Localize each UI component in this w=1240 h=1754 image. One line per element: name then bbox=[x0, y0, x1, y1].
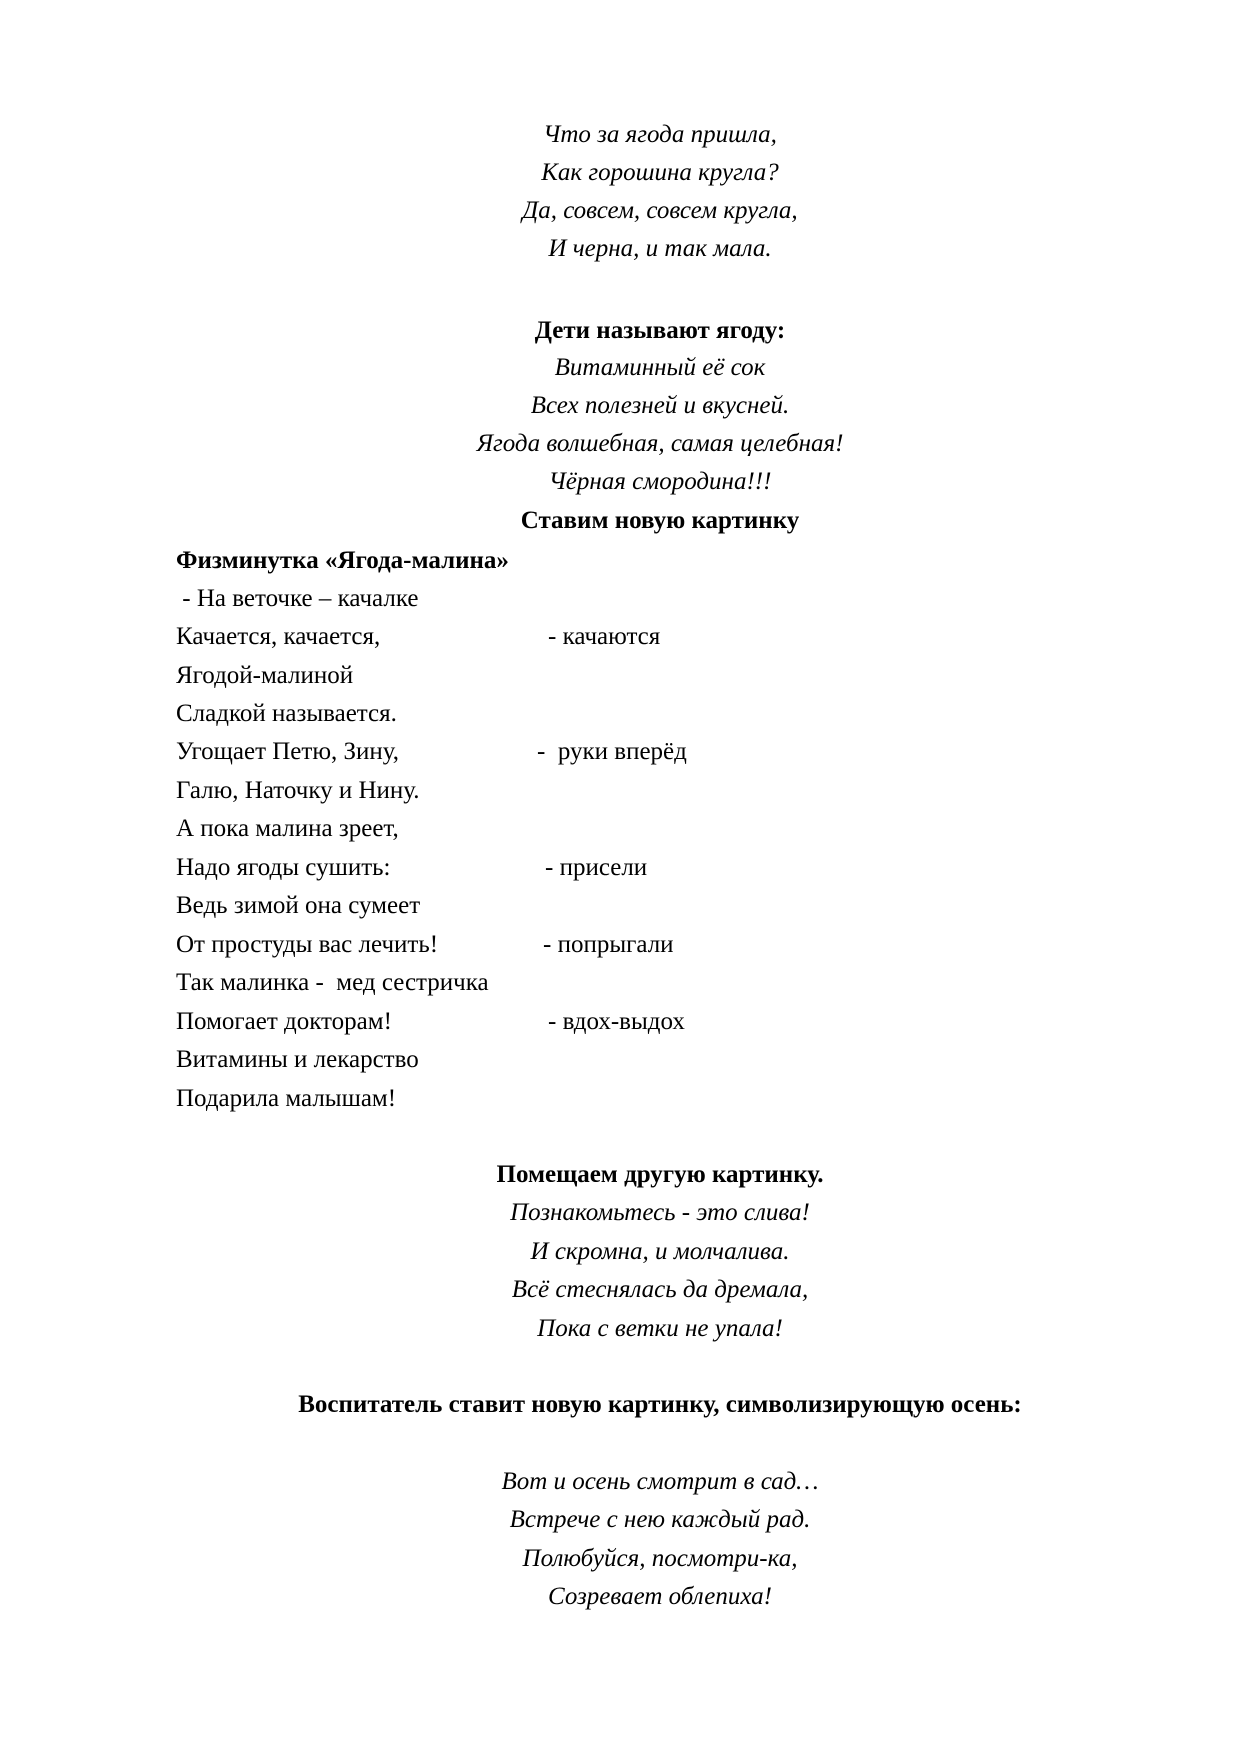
fizminutka-line-7: А пока малина зреет, bbox=[176, 815, 399, 842]
fizminutka-line-6: Галю, Наточку и Нину. bbox=[176, 777, 420, 804]
poem4-line-3: Полюбуйся, посмотри-ка, bbox=[522, 1545, 798, 1572]
poem3-line-3: Всё стеснялась да дремала, bbox=[511, 1276, 809, 1303]
fizminutka-line-1: - На веточке – качалке bbox=[176, 585, 419, 612]
action-hands-forward: - руки вперёд bbox=[537, 738, 687, 765]
fizminutka-line-5: Угощает Петю, Зину, bbox=[176, 738, 400, 765]
poem4-line-4: Созревает облепиха! bbox=[548, 1583, 772, 1610]
poem1-line-3: Да, совсем, совсем кругла, bbox=[522, 197, 798, 224]
poem4-line-1: Вот и осень смотрит в сад… bbox=[501, 1468, 819, 1495]
poem1-line-1: Что за ягода пришла, bbox=[543, 121, 777, 148]
action-jump: - попрыгали bbox=[543, 931, 674, 958]
fizminutka-line-14: Подарила малышам! bbox=[176, 1085, 397, 1112]
poem3-line-1: Познакомьтесь - это слива! bbox=[510, 1199, 810, 1226]
poem2-line-3: Ягода волшебная, самая целебная! bbox=[476, 430, 844, 457]
poem1-line-4: И черна, и так мала. bbox=[548, 235, 772, 262]
fizminutka-title: Физминутка «Ягода-малина» bbox=[176, 547, 509, 574]
poem3-line-2: И скромна, и молчалива. bbox=[530, 1238, 790, 1265]
poem3-line-4: Пока с ветки не упала! bbox=[537, 1315, 783, 1342]
action-sway: - качаются bbox=[548, 623, 661, 650]
fizminutka-line-3: Ягодой-малиной bbox=[176, 662, 354, 689]
action-breath: - вдох-выдох bbox=[548, 1008, 685, 1035]
poem2-line-1: Витаминный её сок bbox=[554, 354, 766, 381]
poem2-line-4: Чёрная смородина!!! bbox=[548, 468, 772, 495]
poem4-line-2: Встрече с нею каждый рад. bbox=[509, 1506, 811, 1533]
heading-new-picture: Ставим новую картинку bbox=[520, 507, 800, 534]
poem1-line-2: Как горошина кругла? bbox=[541, 159, 779, 186]
action-squat: - присели bbox=[545, 854, 648, 881]
heading-autumn-picture: Воспитатель ставит новую картинку, символизирующую осень: bbox=[298, 1391, 1022, 1418]
fizminutka-line-10: От простуды вас лечить! bbox=[176, 931, 439, 958]
heading-another-picture: Помещаем другую картинку. bbox=[496, 1161, 824, 1188]
fizminutka-line-4: Сладкой называется. bbox=[176, 700, 397, 727]
heading-children-name-berry: Дети называют ягоду: bbox=[534, 317, 786, 344]
fizminutka-line-9: Ведь зимой она сумеет bbox=[176, 892, 421, 919]
fizminutka-line-8: Надо ягоды сушить: bbox=[176, 854, 391, 881]
fizminutka-line-11: Так малинка - мед сестричка bbox=[176, 969, 489, 996]
poem2-line-2: Всех полезней и вкусней. bbox=[530, 392, 790, 419]
fizminutka-line-12: Помогает докторам! bbox=[176, 1008, 392, 1035]
fizminutka-line-13: Витамины и лекарство bbox=[176, 1046, 419, 1073]
fizminutka-line-2: Качается, качается, bbox=[176, 623, 381, 650]
